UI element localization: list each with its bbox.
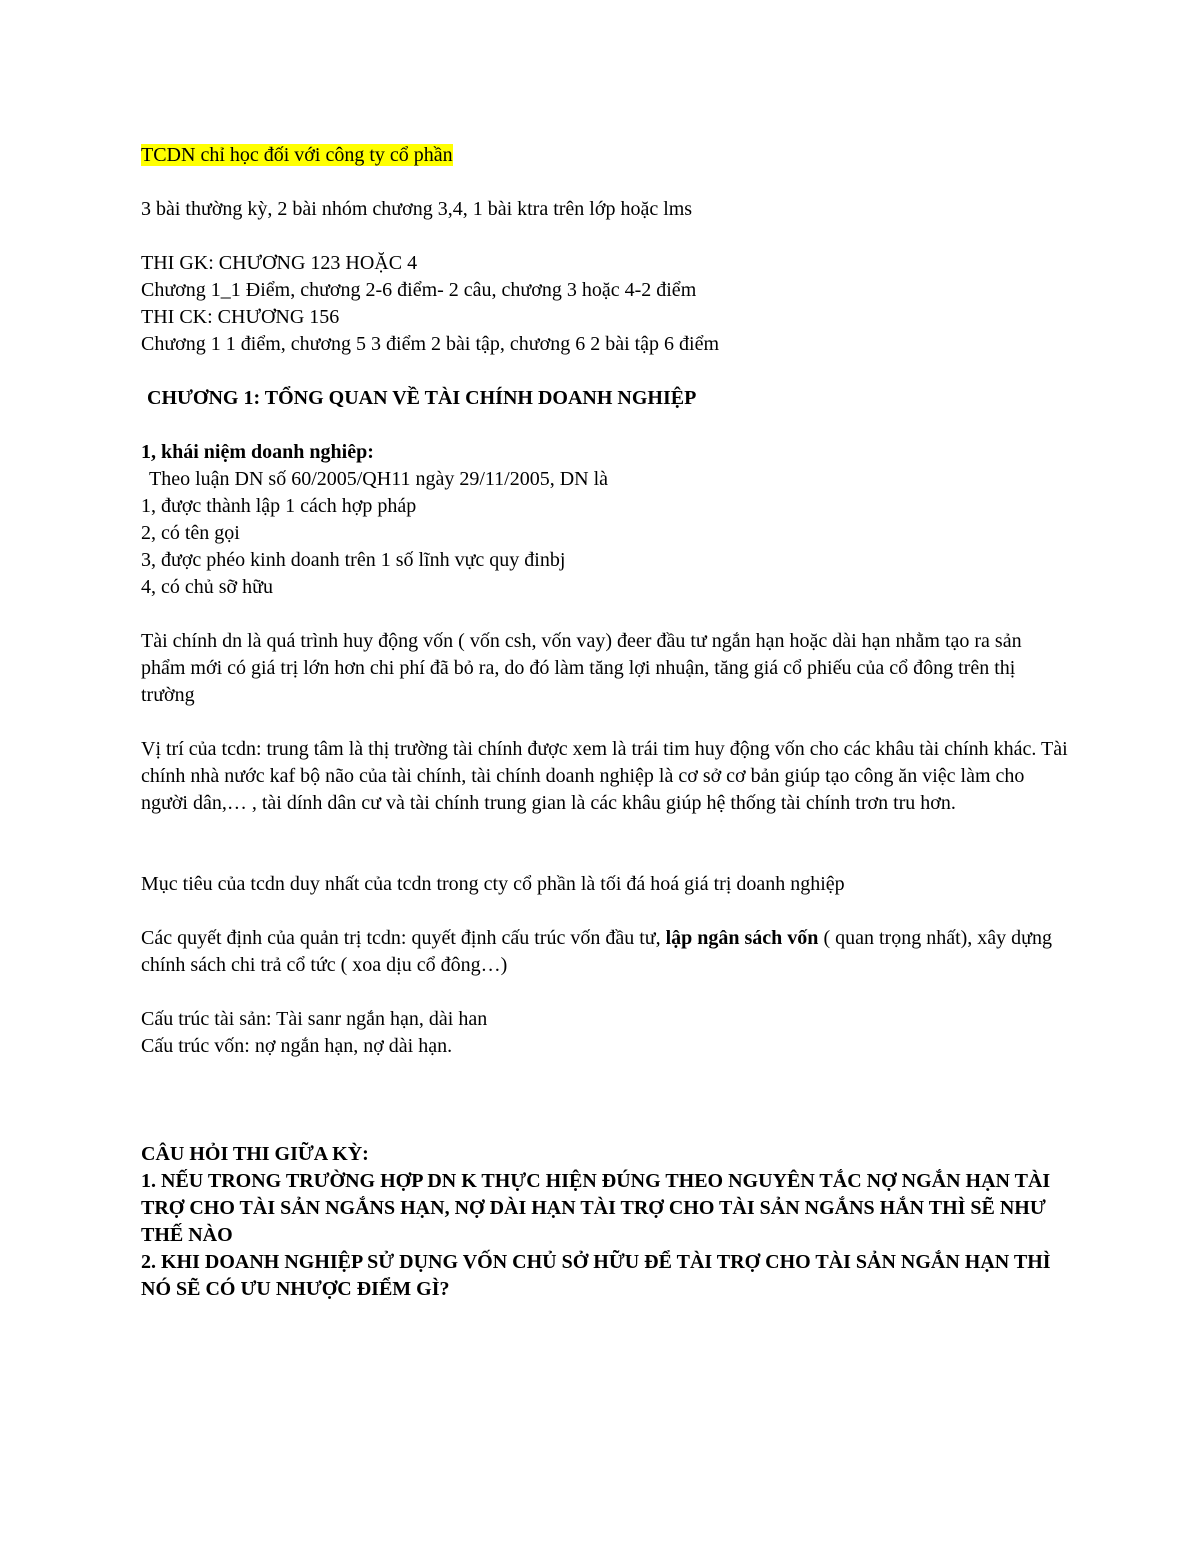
capital-structure: Cấu trúc vốn: nợ ngắn hạn, nợ dài hạn. [141,1035,453,1057]
gk-detail: Chương 1_1 Điểm, chương 2-6 điểm- 2 câu, chương 3 hoặc 4-2 điểm [141,279,697,301]
decisions-text: Các quyết định của quản trị tcdn: quyết định cấu trúc vốn đầu tư, [141,927,666,949]
exam-questions-heading: CÂU HỎI THI GIỮA KỲ: [141,1143,369,1165]
concept-item: 3, được phéo kinh doanh trên 1 số lĩnh vực quy đinbj [141,549,566,571]
decisions-text-end: ( quan trọng nhất), xây dựng chính sách chi trả cổ tức ( xoa dịu cổ đông…) [141,927,1053,976]
ck-title: THI CK: CHƯƠNG 156 [141,306,340,328]
position-paragraph: Vị trí của tcdn: trung tâm là thị trường tài chính được xem là trái tim huy động vốn cho các khâu tài chính khác. Tài chính nhà nước kaf bộ não của tài chính, tài chính doanh nghiệp là cơ sở cơ bản giúp tạo công ăn việc làm cho người dân,… , tài dính dân cư và tài chính trung gian là các khâu giúp hệ thống tài chính trơn tru hơn. [141,738,1068,814]
exam-question-1: 1. NẾU TRONG TRƯỜNG HỢP DN K THỰC HIỆN ĐÚNG THEO NGUYÊN TẮC NỢ NGẮN HẠN TÀI TRỢ CHO TÀI SẢN NGẮNS HẠN, NỢ DÀI HẠN TÀI TRỢ CHO TÀI SẢN NGẮNS HẮN THÌ SẼ NHƯ THẾ NÀO [141,1170,1051,1246]
asset-structure: Cấu trúc tài sản: Tài sanr ngắn hạn, dài han [141,1008,488,1030]
exam-question-2: 2. KHI DOANH NGHIỆP SỬ DỤNG VỐN CHỦ SỞ HỮU ĐỂ TÀI TRỢ CHO TÀI SẢN NGẮN HẠN THÌ NÓ SẼ CÓ ƯU NHƯỢC ĐIỂM GÌ? [141,1251,1051,1300]
ck-detail: Chương 1 1 điểm, chương 5 3 điểm 2 bài tập, chương 6 2 bài tập 6 điểm [141,333,720,355]
gk-title: THI GK: CHƯƠNG 123 HOẶC 4 [141,252,418,274]
concept-heading: 1, khái niệm doanh nghiêp: [141,441,374,463]
chapter-heading: CHƯƠNG 1: TỔNG QUAN VỀ TÀI CHÍNH DOANH NGHIỆP [147,387,697,409]
finance-definition: Tài chính dn là quá trình huy động vốn ( vốn csh, vốn vay) đeer đầu tư ngắn hạn hoặc dài hạn nhằm tạo ra sản phẩm mới có giá trị lớn hơn chi phí đã bỏ ra, do đó làm tăng lợi nhuận, tăng giá cổ phiếu của cổ đông trên thị trường [141,630,1022,706]
intro-line [141,142,1071,169]
concept-item: 4, có chủ sỡ hữu [141,576,273,598]
concept-intro: Theo luận DN số 60/2005/QH11 ngày 29/11/2005, DN là [149,468,609,490]
assignment-line: 3 bài thường kỳ, 2 bài nhóm chương 3,4, 1 bài ktra trên lớp hoặc lms [141,198,693,220]
concept-item: 1, được thành lập 1 cách hợp pháp [141,495,417,517]
decisions-bold-text: lập ngân sách vốn [665,927,819,949]
highlighted-text: TCDN chỉ học đối với công ty cổ phần [141,144,453,166]
document-content [141,142,1071,1303]
concept-item: 2, có tên gọi [141,522,240,544]
decisions-paragraph [141,925,1071,979]
goal-paragraph: Mục tiêu của tcdn duy nhất của tcdn trong cty cổ phần là tối đá hoá giá trị doanh nghiệp [141,873,845,895]
